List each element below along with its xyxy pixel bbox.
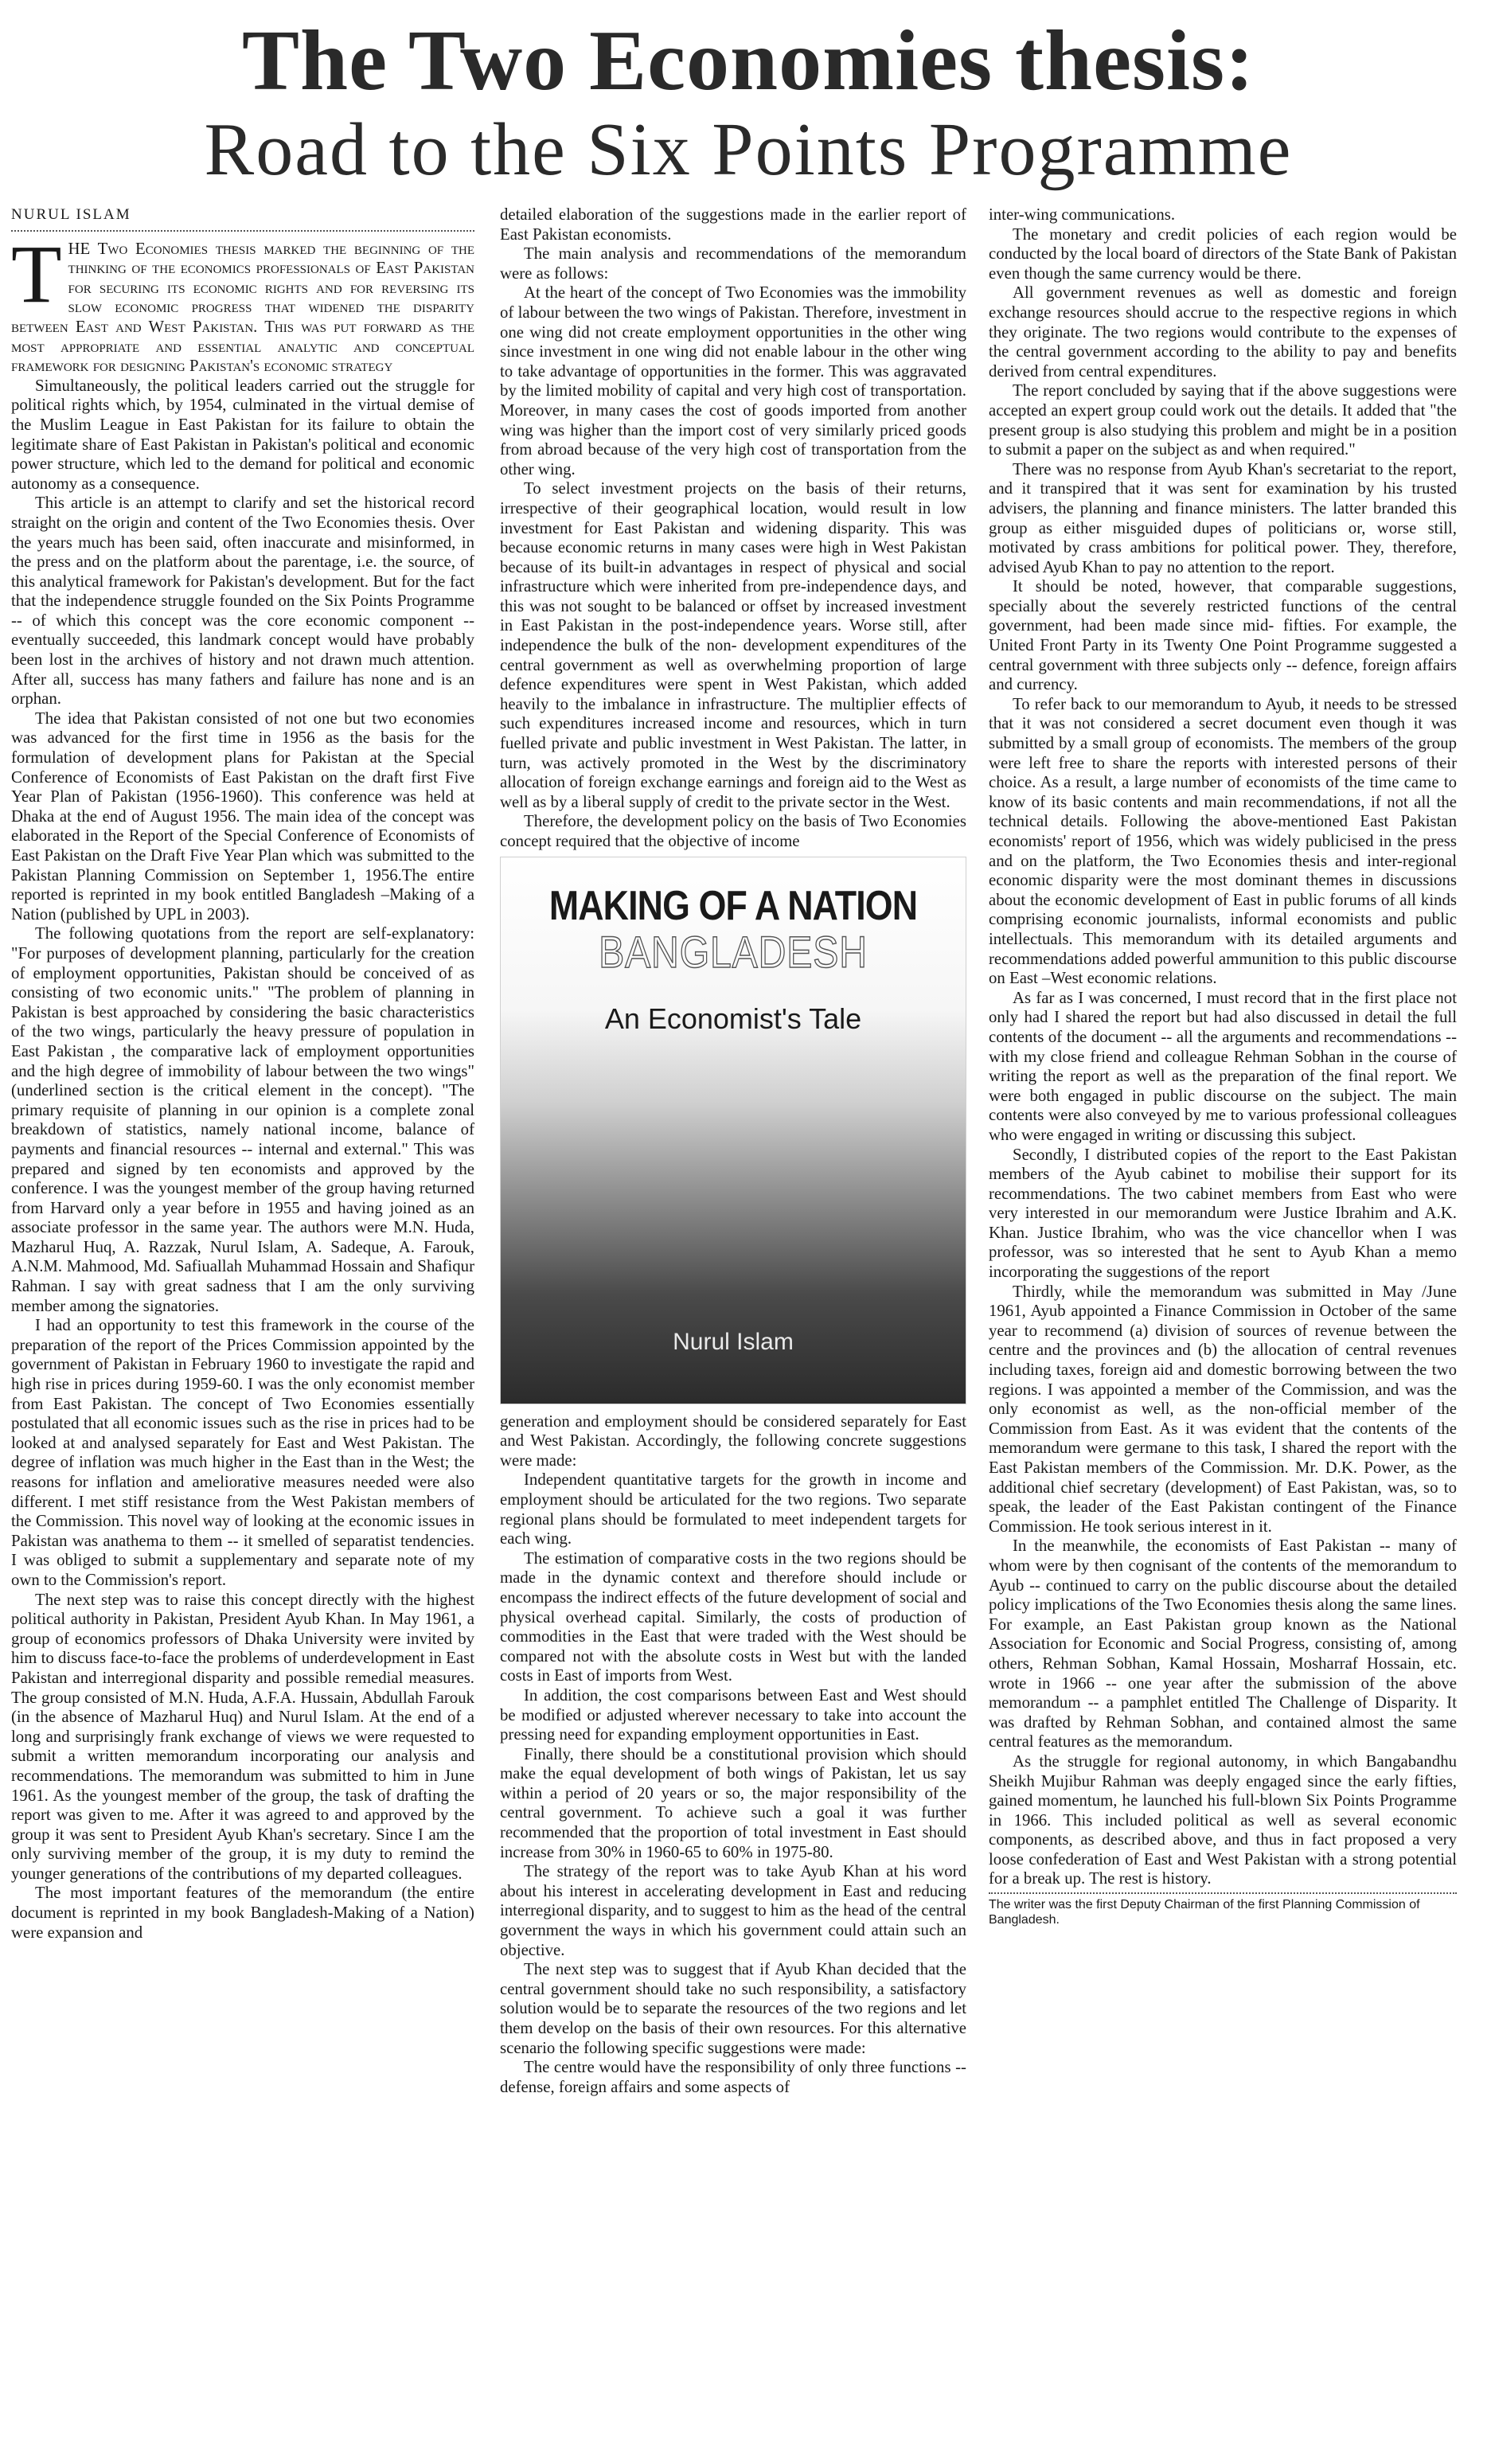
article-paragraph: The estimation of comparative costs in the two regions should be made in the dynamic context and therefore should include or encompass the indirect effects of the future development of social and physical overhead capital. Similarly, the costs of production of commodities in the East that were traded with the West should be compared not with the absolute costs in West but with the landed costs in East of imports from West. xyxy=(500,1548,966,1685)
book-cover-subtitle: An Economist's Tale xyxy=(604,1002,862,1035)
article-paragraph: inter-wing communications. xyxy=(989,205,1176,224)
article-paragraph: The next step was to suggest that if Ayub Khan decided that the central government should take no such responsibility, a satisfactory solution would be to separate the resources of the two regions and let them develop on the basis of their own resources. For this alternative scenario the following specific suggestions were made: xyxy=(500,1960,966,2057)
dropcap: T xyxy=(11,228,62,320)
book-cover-title-outline: BANGLADESH xyxy=(599,926,868,977)
article-paragraph: detailed elaboration of the suggestions made in the earlier report of East Pakistan economists. xyxy=(500,205,966,244)
article-paragraph: In the meanwhile, the economists of East Pakistan -- many of whom were by then cognisant of the contents of the memorandum to Ayub -- continued to carry on the public discourse about the detailed policy implications of the Two Economies thesis along the same lines. For example, an East Pakistan group known as the National Association for Economic and Social Progress, consisting of, among others, Rehman Sobhan, Kamal Hossain, Mosharraf Hossain, etc. wrote in 1966 -- one year after the submission of the above memorandum -- a pamphlet entitled The Challenge of Disparity. It was drafted by Rehman Sobhan, and contained almost the same central features as the memorandum. xyxy=(989,1537,1457,1751)
article-paragraph: generation and employment should be considered separately for East and West Pakistan. Accordingly, the following concrete suggestions were made: xyxy=(500,1412,966,1470)
book-cover-title: MAKING OF A NATION xyxy=(548,882,918,929)
article-paragraph: The main analysis and recommendations of the memorandum were as follows: xyxy=(500,244,966,283)
article-paragraph: The strategy of the report was to take Ayub Khan at his word about his interest in accelerating development in East and reducing interregional disparity, and to suggest to him as the head of the central government the ways in which his government could attain such an objective. xyxy=(500,1862,966,1959)
article-paragraph: In addition, the cost comparisons between East and West should be modified or adjusted wherever necessary to take into account the pressing need for expanding employment opportunities in East. xyxy=(500,1685,966,1744)
article-column-3 xyxy=(989,205,1457,1927)
article-paragraph: The monetary and credit policies of each region would be conducted by the local board of directors of the State Bank of Pakistan even though the same currency would be there. xyxy=(989,225,1457,283)
article-paragraph: As the struggle for regional autonomy, in which Bangabandhu Sheikh Mujibur Rahman was deeply engaged since the early fifties, gained momentum, he launched his full-blown Six Points Programme in 1966. This included political as well as several economic components, as described above, and thus in fact proposed a very loose confederation of East and West Pakistan with a strong potential for a break up. The rest is history. xyxy=(989,1751,1457,1888)
headline-subtitle: Road to the Six Points Programme xyxy=(204,108,1293,191)
article-paragraph: At the heart of the concept of Two Economies was the immobility of labour between the two wings of Pakistan. Therefore, investment in one wing did not create employment opportunities in the other wing since investment in one wing did not enable labour in the other wing to take advantage of opportunities in the former. This was aggravated by the limited mobility of capital and very high cost of transportation. Moreover, in many cases the cost of goods imported from another wing was higher than the import cost of very similarly priced goods from abroad because of the very high cost of transportation from the other wing. xyxy=(500,283,966,478)
article-paragraph: I had an opportunity to test this framework in the course of the preparation of the report of the Prices Commission appointed by the government of Pakistan in February 1960 to investigate the rapid and high rise in prices during 1959-60. I was the only economist member from East Pakistan. The concept of Two Economies essentially postulated that all economic issues such as the rise in prices had to be looked at and analysed separately for East and West Pakistan. The degree of inflation was much higher in the East than in the West; the reasons for inflation and ameliorative measures needed were also different. I met stiff resistance from the West Pakistan members of the Commission. This novel way of looking at the economic issues in Pakistan was anathema to them -- it smelled of separatist tendencies. I was obliged to submit a supplementary and separate note of my own to the Commission's report. xyxy=(11,1316,474,1589)
article-paragraph: To refer back to our memorandum to Ayub, it needs to be stressed that it was not considered a secret document even though it was submitted by a small group of economists. The members of the group were left free to share the reports with interested persons of their choice. As a result, a large number of economists of the time came to know of its basic contents and main recommendations, if not all the technical details. Following the above-mentioned East Pakistan economists' report of 1956, which was widely publicised in the press and on the platform, the Two Economies thesis and inter-regional economic disparity were the most dominant themes in discussions about the economic development of East in public forums of all kinds comprising economic journalists, informal economists and public intellectuals. This memorandum with its detailed arguments and recommendations added powerful ammunition to this public discourse on East –West economic relations. xyxy=(989,694,1457,988)
article-paragraph: It should be noted, however, that comparable suggestions, specially about the severely restricted functions of the central government, had been made since mid- fifties. For example, the United Front Party in its Twenty One Point Programme suggested a central government with three subjects only -- defence, foreign affairs and currency. xyxy=(989,577,1457,694)
paragraph-text: HE Two Economies thesis marked the beginning of the thinking of the economics professionals of East Pakistan for securing its economic rights and for reversing its slow economic progress that widened the disparity between East and West Pakistan. This was put forward as the most appropriate and essential analytic and conceptual framework for designing Pakistan's economic strategy xyxy=(11,239,474,376)
article-paragraph: The following quotations from the report are self-explanatory: "For purposes of development planning, particularly for the creation of employment opportunities, Pakistan should be conceived of as consisting of two economic units." "The problem of planning in Pakistan is best approached by considering the basic characteristics of the two wings, particularly the heavy pressure of population in East Pakistan , the comparative lack of employment opportunities and the high degree of immobility of labour between the two wings" (underlined section is the critical element in the concept). "The primary requisite of planning in our opinion is a complete zonal breakdown of statistics, namely national income, balance of payments and financial resources -- internal and external." This was prepared and signed by ten economists and approved by the conference. I was the youngest member of the group having returned from Harvard only a year before in 1955 and having joined as an associate professor in the same year. The authors were M.N. Huda, Mazharul Huq, A. Razzak, Nurul Islam, A. Sadeque, A. Farouk, A.N.M. Mahmood, Md. Safiuallah Muhammad Hossain and Shafiqur Rahman. I say with great sadness that I am the only surviving member among the signatories. xyxy=(11,924,474,1315)
article-paragraph: To select investment projects on the basis of their returns, irrespective of their geographical location, would result in low investment for East Pakistan and widening disparity. This was because economic returns in many cases were high in West Pakistan because of its built-in advantages in respect of physical and social infrastructure which were inherited from pre-independence days, and this was not sought to be balanced or offset by increased investment in East Pakistan in the post-independence years. Worse still, after independence the bulk of the non- development expenditures of the central government as well as overwhelming proportion of large defence expenditures were spent in West Pakistan, which added heavily to the imbalance in infrastructure. The multiplier effects of such expenditures increased income and resources, which in turn fuelled private and public investment in West Pakistan. The latter, in turn, was actively promoted in the West by the discriminatory allocation of foreign exchange earnings and foreign aid to the West as well as by a liberal supply of credit to the private sector in the West. xyxy=(500,479,966,811)
byline: NURUL ISLAM xyxy=(11,205,474,232)
article-paragraph: All government revenues as well as domestic and foreign exchange resources should accrue to the respective regions in which they originate. The two regions would contribute to the expenses of the central government according to the ability to pay and benefits derived from central expenditures. xyxy=(989,283,1457,381)
article-paragraph xyxy=(11,228,474,377)
article-paragraph: The idea that Pakistan consisted of not one but two economies was advanced for the first time in 1956 as the basis for the formulation of development plans for Pakistan at the Special Conference of Economists of East Pakistan on the draft first Five Year Plan of Pakistan (1956-1960). This conference was held at Dhaka at the end of August 1956. The main idea of the concept was elaborated in the Report of the Special Conference of Economists of East Pakistan on the Draft Five Year Plan which was submitted to the Pakistan Planning Commission on September 1, 1956.The entire reported is reprinted in my book entitled Bangladesh –Making of a Nation (published by UPL in 2003). xyxy=(11,709,474,924)
article-paragraph: Finally, there should be a constitutional provision which should make the equal development of both wings of Pakistan, let us say within a period of 20 years or so, the major responsibility of the central government. To achieve such a goal it was further recommended that the proportion of total investment in East should increase from 30% in 1960-65 to 60% in 1975-80. xyxy=(500,1744,966,1861)
headline xyxy=(80,14,1417,191)
author-footnote: The writer was the first Deputy Chairman of the first Planning Commission of Bangladesh. xyxy=(989,1892,1457,1927)
article-column-1 xyxy=(11,205,474,1943)
article-paragraph: Independent quantitative targets for the growth in income and employment should be articulated for the two regions. Two separate regional plans should be formulated to meet independent targets for each wing. xyxy=(500,1470,966,1548)
article-paragraph: The centre would have the responsibility of only three functions -- defense, foreign affairs and some aspects of xyxy=(500,2058,966,2096)
article-paragraph: There was no response from Ayub Khan's secretariat to the report, and it transpired that it was sent for examination by his trusted advisers, the planning and finance ministers. The latter branded this group as either misguided dupes of politicians or, worse still, motivated by crass ambitions for political power. They, therefore, advised Ayub Khan to pay no attention to the report. xyxy=(989,459,1457,576)
article-paragraph: The most important features of the memorandum (the entire document is reprinted in my book Bangladesh-Making of a Nation) were expansion and xyxy=(11,1884,474,1942)
article-paragraph: Therefore, the development policy on the basis of Two Economies concept required that the objective of income xyxy=(500,812,966,850)
article-paragraph: The next step was to raise this concept directly with the highest political authority in Pakistan, President Ayub Khan. In May 1961, a group of economics professors of Dhaka University were invited by him to discuss face-to-face the problems of underdevelopment in East Pakistan and interregional disparity and possible remedial measures. The group consisted of M.N. Huda, A.F.A. Hussain, Abdullah Farouk (in the absence of Mazharul Huq) and Nurul Islam. At the end of a long and surprisingly frank exchange of views we were requested to submit a written memorandum incorporating our analysis and recommendations. The memorandum was submitted to him in June 1961. As the youngest member of the group, the task of drafting the report was given to me. After it was agreed to and approved by the group it was sent to President Ayub Khan's secretary. Since I am the only surviving member of the group, it is my duty to remind the younger generations of the contributions of my departed colleagues. xyxy=(11,1590,474,1883)
article-paragraph: This article is an attempt to clarify and set the historical record straight on the origin and content of the Two Economies thesis. Over the years much has been said, often inaccurate and misinformed, in the press and on the platform about the parentage, i.e. the source, of this analytical framework for Pakistan's development. But for the fact that the independence struggle founded on the Six Points Programme -- of which this concept was the core economic component -- eventually succeeded, this landmark concept would have probably been lost in the archives of history and not drawn much attention. After all, success has many fathers and failure has none and is an orphan. xyxy=(11,494,474,709)
headline-title: The Two Economies thesis: xyxy=(241,14,1255,108)
article-paragraph: The report concluded by saying that if the above suggestions were accepted an expert group could work out the details. It added that "the present group is also studying this problem and might be in a position to submit a paper on the subject as and when required." xyxy=(989,381,1457,459)
book-cover-author: Nurul Islam xyxy=(673,1328,794,1355)
article-paragraph: Simultaneously, the political leaders carried out the struggle for political rights which, by 1954, culminated in the virtual demise of the Muslim League in East Pakistan for its failure to obtain the legitimate share of East Pakistan in Pakistan's political and economic power structure, which led to the demand for political and economic autonomy as a consequence. xyxy=(11,376,474,493)
article-column-2 xyxy=(500,205,966,2097)
book-cover-image xyxy=(500,857,966,1404)
article-paragraph: As far as I was concerned, I must record that in the first place not only had I shared the report but had also discussed in detail the full contents of the document -- all the arguments and recommendations -- with my close friend and colleague Rehman Sobhan in the course of writing the report as well as the preparation of the final report. We were both engaged in public discourse on the subject. The main contents were also conveyed by me to various professional colleagues who were engaged in writing or discussing this subject. xyxy=(989,988,1457,1144)
article-paragraph: Thirdly, while the memorandum was submitted in May /June 1961, Ayub appointed a Finance Commission in October of the same year to recommend (a) division of sources of revenue between the centre and the provinces and (b) the allocation of central revenues including taxes, foreign aid and domestic borrowing between the two regions. I was appointed a member of the Commission, and was the only economist as well, as the non-official member of the Commission from East. As it was evident that the contents of the memorandum were germane to this task, I shared the report with the East Pakistan members of the Commission. Mr. D.K. Power, as the additional chief secretary (development) of East Pakistan, was, so to speak, the leader of the East Pakistan contingent of the Finance Commission. He took serious interest in it. xyxy=(989,1282,1457,1536)
article-paragraph: Secondly, I distributed copies of the report to the East Pakistan members of the Ayub cabinet to mobilise their support for its recommendations. The two cabinet members from East who were very interested in our memorandum were Justice Ibrahim and A.K. Khan. Justice Ibrahim, who was the vice chancellor when I was professor, was so interested that he sent to Ayub Khan a memo incorporating the suggestions of the report xyxy=(989,1145,1457,1282)
